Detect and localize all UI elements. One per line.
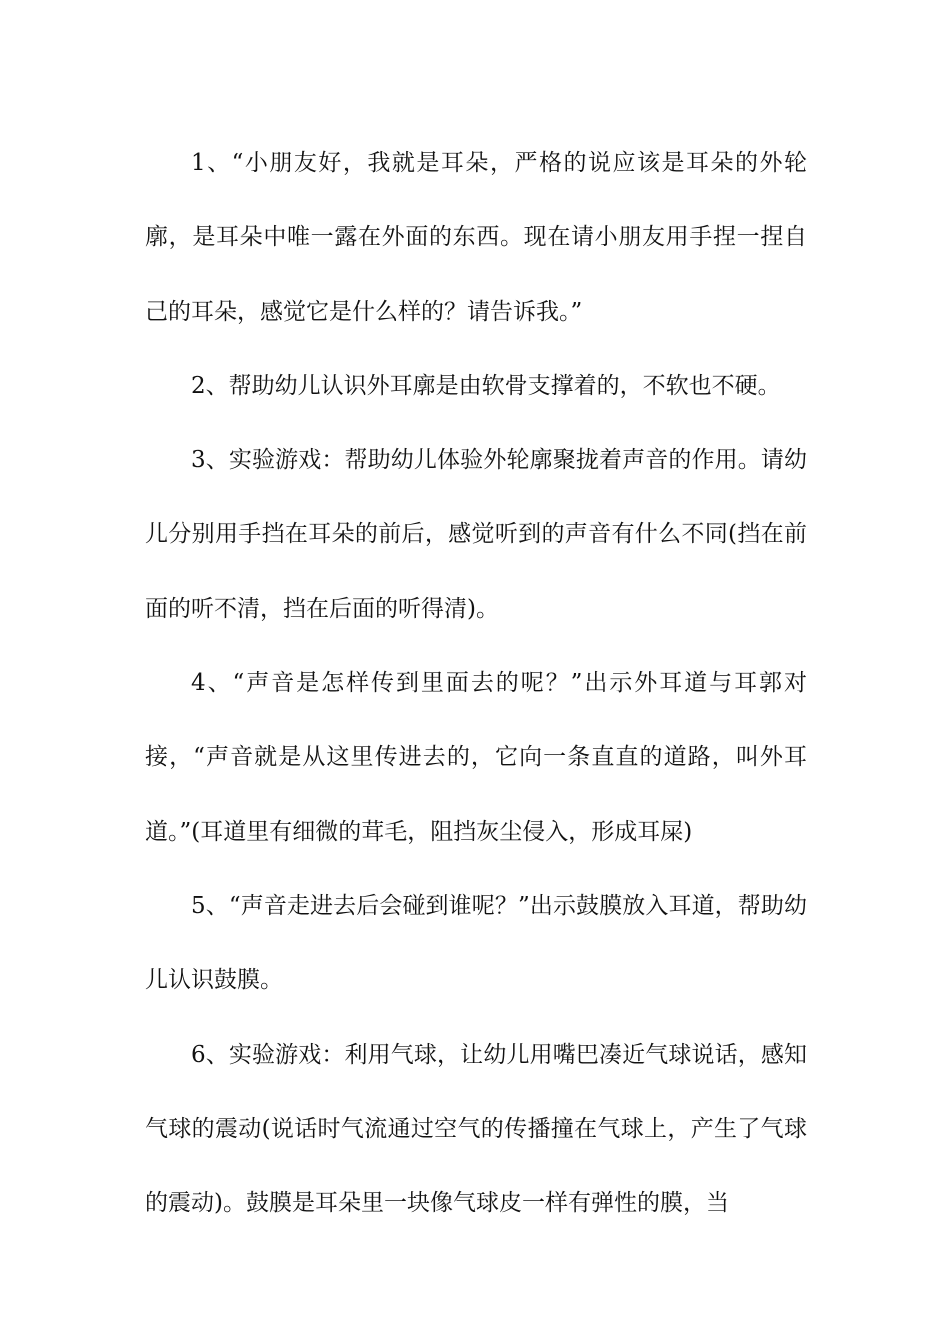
paragraph-2: 2、帮助幼儿认识外耳廓是由软骨支撑着的，不软也不硬。 [191, 372, 781, 399]
document-body [145, 126, 807, 1240]
paragraph-1: 1、“小朋友好，我就是耳朵，严格的说应该是耳朵的外轮廓，是耳朵中唯一露在外面的东西。现在请小朋友用手捏一捏自己的耳朵，感觉它是什么样的？请告诉我。” [145, 150, 807, 325]
paragraph-4: 4、“声音是怎样传到里面去的呢？”出示外耳道与耳郭对接，“声音就是从这里传进去的，它向一条直直的道路，叫外耳道。”(耳道里有细微的茸毛，阻挡灰尘侵入，形成耳屎) [145, 670, 807, 845]
paragraph-5: 5、“声音走进去后会碰到谁呢？”出示鼓膜放入耳道，帮助幼儿认识鼓膜。 [145, 892, 807, 994]
paragraph-6: 6、实验游戏：利用气球，让幼儿用嘴巴凑近气球说话，感知气球的震动(说话时气流通过空气的传播撞在气球上，产生了气球的震动)。鼓膜是耳朵里一块像气球皮一样有弹性的膜，当 [145, 1041, 807, 1217]
paragraph-3: 3、实验游戏：帮助幼儿体验外轮廓聚拢着声音的作用。请幼儿分别用手挡在耳朵的前后，感觉听到的声音有什么不同(挡在前面的听不清，挡在后面的听得清)。 [145, 447, 807, 622]
